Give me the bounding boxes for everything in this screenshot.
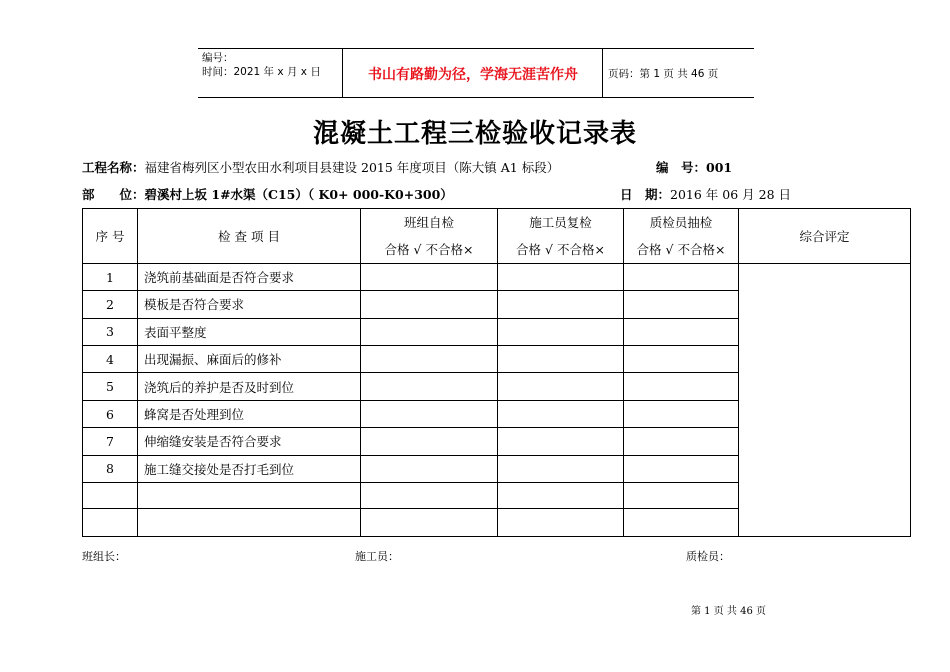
code-label: 编号： bbox=[202, 52, 234, 64]
page-footer: 第 1 页 共 46 页 bbox=[691, 606, 766, 617]
row-item: 蜂窝是否处理到位 bbox=[138, 400, 361, 427]
cell-qc[interactable] bbox=[624, 483, 739, 509]
cell-builder[interactable] bbox=[498, 509, 624, 537]
cell-overall[interactable] bbox=[739, 263, 911, 536]
builder-sign: 施工员： bbox=[355, 550, 399, 563]
col-team-header bbox=[361, 209, 498, 264]
inspection-table bbox=[82, 208, 911, 537]
row-item: 浇筑前基础面是否符合要求 bbox=[138, 263, 361, 290]
row-no bbox=[83, 483, 138, 509]
cell-qc[interactable] bbox=[624, 400, 739, 427]
cell-qc[interactable] bbox=[624, 373, 739, 400]
row-item[interactable] bbox=[138, 509, 361, 537]
cell-team[interactable] bbox=[361, 291, 498, 318]
project-name-label: 工程名称： bbox=[82, 160, 145, 175]
cell-team[interactable] bbox=[361, 373, 498, 400]
row-no: 7 bbox=[83, 428, 138, 455]
cell-builder[interactable] bbox=[498, 455, 624, 482]
row-item[interactable] bbox=[138, 483, 361, 509]
cell-team[interactable] bbox=[361, 263, 498, 290]
project-number bbox=[656, 158, 732, 176]
team-leader-sign: 班组长： bbox=[82, 550, 126, 563]
location-value: 碧溪村上坂 1#水渠（C15）（ K0+ 000-K0+300） bbox=[144, 187, 453, 202]
cell-qc[interactable] bbox=[624, 455, 739, 482]
col-builder-header bbox=[498, 209, 624, 264]
motto: 书山有路勤为径，学海无涯苦作舟 bbox=[368, 67, 578, 83]
cell-builder[interactable] bbox=[498, 318, 624, 345]
cell-team[interactable] bbox=[361, 428, 498, 455]
project-name-value: 福建省梅列区小型农田水利项目县建设 2015 年度项目（陈大镇 A1 标段） bbox=[144, 160, 560, 175]
cell-qc[interactable] bbox=[624, 263, 739, 290]
col-qc-header bbox=[624, 209, 739, 264]
row-item: 施工缝交接处是否打毛到位 bbox=[138, 455, 361, 482]
cell-team[interactable] bbox=[361, 318, 498, 345]
row-item: 伸缩缝安装是否符合要求 bbox=[138, 428, 361, 455]
cell-builder[interactable] bbox=[498, 263, 624, 290]
cell-qc[interactable] bbox=[624, 318, 739, 345]
cell-builder[interactable] bbox=[498, 400, 624, 427]
col-builder-passfail: 合格 √ 不合格× bbox=[516, 242, 605, 258]
cell-team[interactable] bbox=[361, 483, 498, 509]
cell-qc[interactable] bbox=[624, 509, 739, 537]
header-divider bbox=[602, 49, 603, 97]
project-number-value: 001 bbox=[706, 160, 733, 175]
col-team-passfail: 合格 √ 不合格× bbox=[384, 242, 474, 258]
header-box bbox=[198, 48, 754, 98]
row-item: 表面平整度 bbox=[138, 318, 361, 345]
location bbox=[82, 185, 453, 203]
cell-team[interactable] bbox=[361, 509, 498, 537]
row-no: 2 bbox=[83, 291, 138, 318]
date-value: 2016 年 06 月 28 日 bbox=[670, 187, 792, 202]
row-no: 6 bbox=[83, 400, 138, 427]
time-label: 时间：2021 年 x 月 x 日 bbox=[202, 66, 321, 78]
date-label: 日 期： bbox=[620, 187, 671, 202]
row-no: 4 bbox=[83, 346, 138, 373]
cell-team[interactable] bbox=[361, 346, 498, 373]
col-no-header: 序 号 bbox=[83, 209, 138, 264]
col-qc-passfail: 合格 √ 不合格× bbox=[636, 242, 726, 258]
header-left bbox=[202, 51, 321, 79]
date bbox=[620, 185, 791, 203]
col-team-title: 班组自检 bbox=[403, 215, 454, 231]
cell-qc[interactable] bbox=[624, 346, 739, 373]
location-label: 部 位： bbox=[82, 187, 145, 202]
row-no bbox=[83, 509, 138, 537]
cell-team[interactable] bbox=[361, 455, 498, 482]
cell-qc[interactable] bbox=[624, 291, 739, 318]
cell-builder[interactable] bbox=[498, 346, 624, 373]
table-row bbox=[83, 263, 911, 290]
col-item-header: 检 查 项 目 bbox=[138, 209, 361, 264]
cell-builder[interactable] bbox=[498, 373, 624, 400]
row-no: 3 bbox=[83, 318, 138, 345]
cell-team[interactable] bbox=[361, 400, 498, 427]
cell-builder[interactable] bbox=[498, 291, 624, 318]
col-builder-title: 施工员复检 bbox=[529, 215, 592, 231]
row-item: 模板是否符合要求 bbox=[138, 291, 361, 318]
cell-builder[interactable] bbox=[498, 483, 624, 509]
page-title: 混凝土工程三检验收记录表 bbox=[312, 119, 637, 149]
col-overall-header: 综合评定 bbox=[739, 209, 911, 264]
row-item: 浇筑后的养护是否及时到位 bbox=[138, 373, 361, 400]
cell-builder[interactable] bbox=[498, 428, 624, 455]
row-item: 出现漏振、麻面后的修补 bbox=[138, 346, 361, 373]
project-number-label: 编 号： bbox=[656, 160, 707, 175]
project-name bbox=[82, 158, 559, 176]
page-info: 页码：第 1 页 共 46 页 bbox=[608, 68, 719, 80]
col-qc-title: 质检员抽检 bbox=[649, 215, 713, 231]
row-no: 1 bbox=[83, 263, 138, 290]
table-header bbox=[83, 209, 911, 264]
header-divider bbox=[342, 49, 343, 97]
row-no: 5 bbox=[83, 373, 138, 400]
row-no: 8 bbox=[83, 455, 138, 482]
inspector-sign: 质检员： bbox=[686, 550, 730, 563]
cell-qc[interactable] bbox=[624, 428, 739, 455]
